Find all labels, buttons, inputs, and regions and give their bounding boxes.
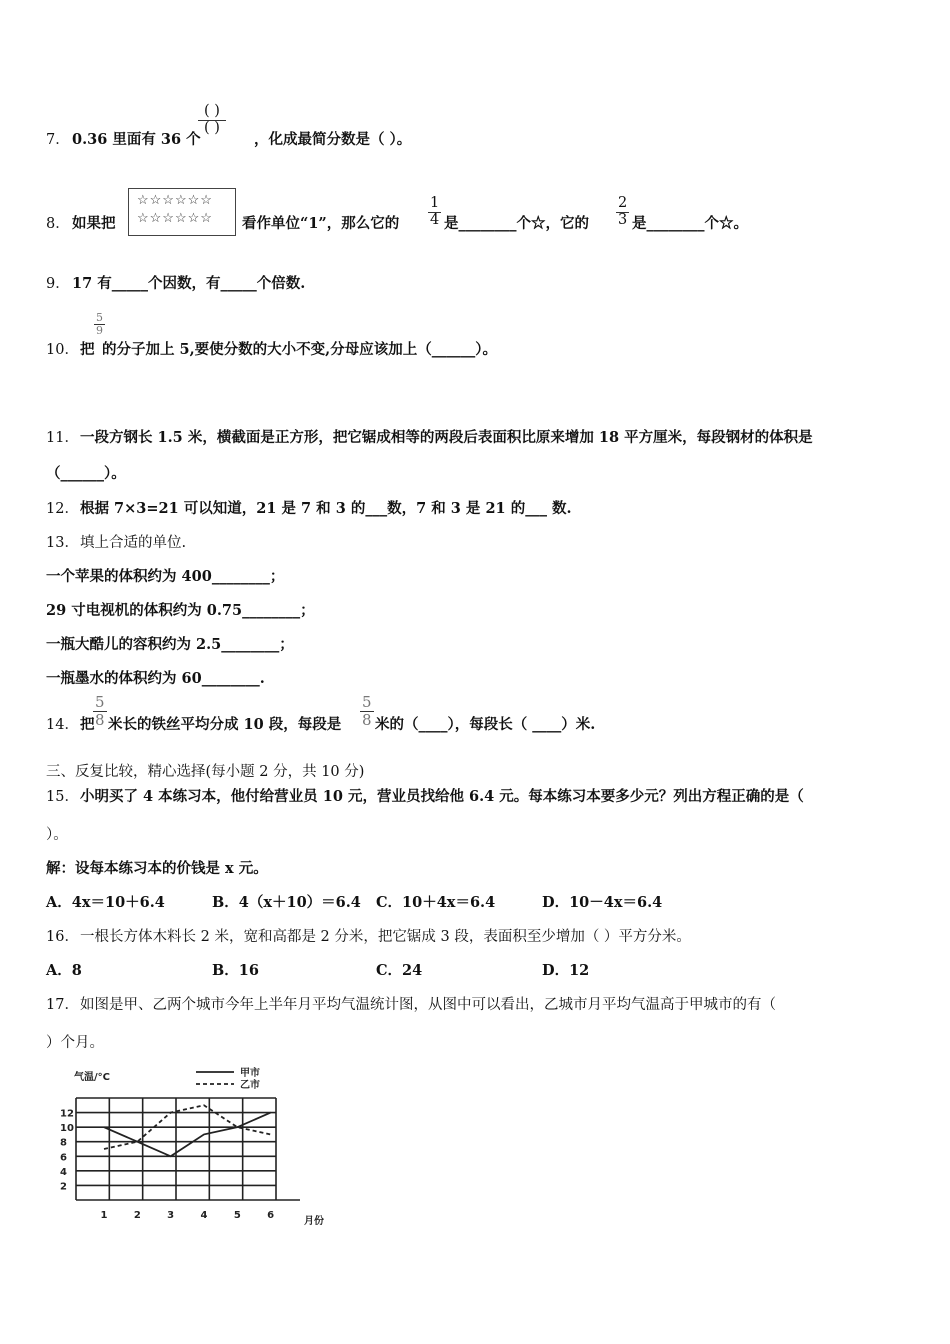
question-text-cont: （______）。 — [46, 465, 126, 482]
x-tick-label: 4 — [200, 1210, 208, 1221]
option-d[interactable]: D．12 — [542, 962, 590, 979]
question-number: 13． — [46, 535, 79, 551]
list-item: 29 寸电视机的体积约为 0.75________； — [46, 602, 315, 619]
list-item: 一个苹果的体积约为 400________； — [46, 568, 285, 585]
question-text: 0.36 里面有 36 个 — [72, 131, 201, 148]
temperature-line-chart — [46, 1060, 346, 1240]
fraction-five-ninths: $\frac{5}{9}$ — [96, 311, 103, 338]
question-number: 15． — [46, 789, 79, 805]
question-text-cont: ）个月。 — [46, 1035, 104, 1051]
question-text: 根据 7×3=21 可以知道，21 是 7 和 3 的___数，7 和 3 是 21 的___ 数. — [80, 500, 572, 517]
question-text-mid2: 是________个☆，它的 — [444, 215, 589, 232]
x-tick-label: 1 — [100, 1210, 108, 1221]
question-text: 把 — [80, 341, 95, 358]
y-tick-label: 8 — [60, 1137, 67, 1149]
option-b[interactable]: B．16 — [212, 962, 259, 979]
question-text: 17 有_____个因数，有_____个倍数. — [72, 275, 306, 292]
fraction-five-eighths: $\frac{5}{8}$ — [362, 693, 372, 729]
option-a[interactable]: A．8 — [46, 962, 82, 979]
question-text-mid: 米长的铁丝平均分成 10 段，每段是 — [108, 716, 342, 733]
question-text: 一段方钢长 1.5 米，横截面是正方形，把它锯成相等的两段后表面积比原来增加 18 平方厘米，每段钢材的体积是 — [80, 429, 813, 446]
y-tick-label: 4 — [60, 1166, 67, 1178]
option-c[interactable]: C．10＋4x＝6.4 — [376, 894, 496, 911]
list-item: 一瓶大酷儿的容积约为 2.5________； — [46, 636, 294, 653]
fraction-five-eighths: $\frac{5}{8}$ — [95, 693, 105, 729]
x-tick-label: 3 — [167, 1210, 175, 1221]
question-number: 9． — [46, 276, 70, 292]
option-a[interactable]: A．4x＝10＋6.4 — [46, 894, 165, 911]
question-text: 填上合适的单位. — [80, 535, 187, 551]
chart-grid — [76, 1098, 300, 1200]
question-number: 16． — [46, 929, 79, 945]
solution-text: 解：设每本练习本的价钱是 x 元。 — [46, 860, 268, 877]
y-axis-label: 气温/°C — [74, 1072, 110, 1083]
option-b[interactable]: B．4（x＋10）＝6.4 — [212, 894, 361, 911]
question-number: 10． — [46, 342, 79, 358]
question-text-tail: 的分子加上 5,要使分数的大小不变,分母应该加上（______）。 — [102, 341, 497, 358]
star-box: ☆☆☆☆☆☆ ☆☆☆☆☆☆ — [128, 188, 236, 236]
series-line-1 — [104, 1113, 271, 1157]
fraction-one-quarter: $\frac{1}{4}$ — [430, 195, 440, 228]
list-item: 一瓶墨水的体积约为 60________. — [46, 670, 265, 687]
question-text-mid: 看作单位“1”，那么它的 — [242, 215, 400, 232]
question-text-tail: ，化成最简分数是（ ）。 — [254, 131, 412, 148]
question-text: 如图是甲、乙两个城市今年上半年月平均气温统计图，从图中可以看出，乙城市月平均气温高于甲城市的有（ — [80, 997, 776, 1013]
question-text: 如果把 — [72, 215, 116, 232]
y-tick-label: 10 — [60, 1123, 74, 1135]
blank-fraction: ( ) ( ) — [198, 104, 226, 137]
x-tick-label: 5 — [233, 1210, 241, 1221]
fraction-two-thirds: $\frac{2}{3}$ — [618, 195, 628, 228]
y-tick-label: 2 — [60, 1181, 67, 1193]
x-tick-label: 2 — [133, 1210, 141, 1221]
legend-label: 乙市 — [240, 1080, 260, 1091]
question-number: 17． — [46, 997, 79, 1013]
question-number: 8． — [46, 216, 70, 232]
legend-label: 甲市 — [240, 1068, 260, 1079]
question-number: 11． — [46, 430, 79, 446]
question-text: 小明买了 4 本练习本，他付给营业员 10 元，营业员找给他 6.4 元。每本练习本要多少元？列出方程正确的是（ — [80, 788, 804, 805]
question-text: 一根长方体木料长 2 米，宽和高都是 2 分米，把它锯成 3 段，表面积至少增加（ ）平方分米。 — [80, 929, 691, 945]
chart-legend — [196, 1066, 260, 1091]
x-axis-label: 月份 — [304, 1216, 324, 1227]
x-tick-label: 6 — [267, 1210, 275, 1221]
question-number: 14． — [46, 717, 79, 733]
question-text-tail: 米的（____），每段长（ ____）米. — [375, 716, 596, 733]
question-text-cont: ）。 — [46, 827, 68, 843]
y-tick-label: 12 — [60, 1108, 74, 1120]
question-text-tail: 是________个☆。 — [632, 215, 748, 232]
option-c[interactable]: C．24 — [376, 962, 423, 979]
y-tick-label: 6 — [60, 1152, 67, 1164]
question-number: 7． — [46, 132, 70, 148]
option-d[interactable]: D．10－4x＝6.4 — [542, 894, 663, 911]
question-number: 12． — [46, 501, 79, 517]
section-heading: 三、反复比较，精心选择(每小题 2 分，共 10 分) — [46, 764, 365, 780]
question-text: 把 — [80, 716, 95, 733]
